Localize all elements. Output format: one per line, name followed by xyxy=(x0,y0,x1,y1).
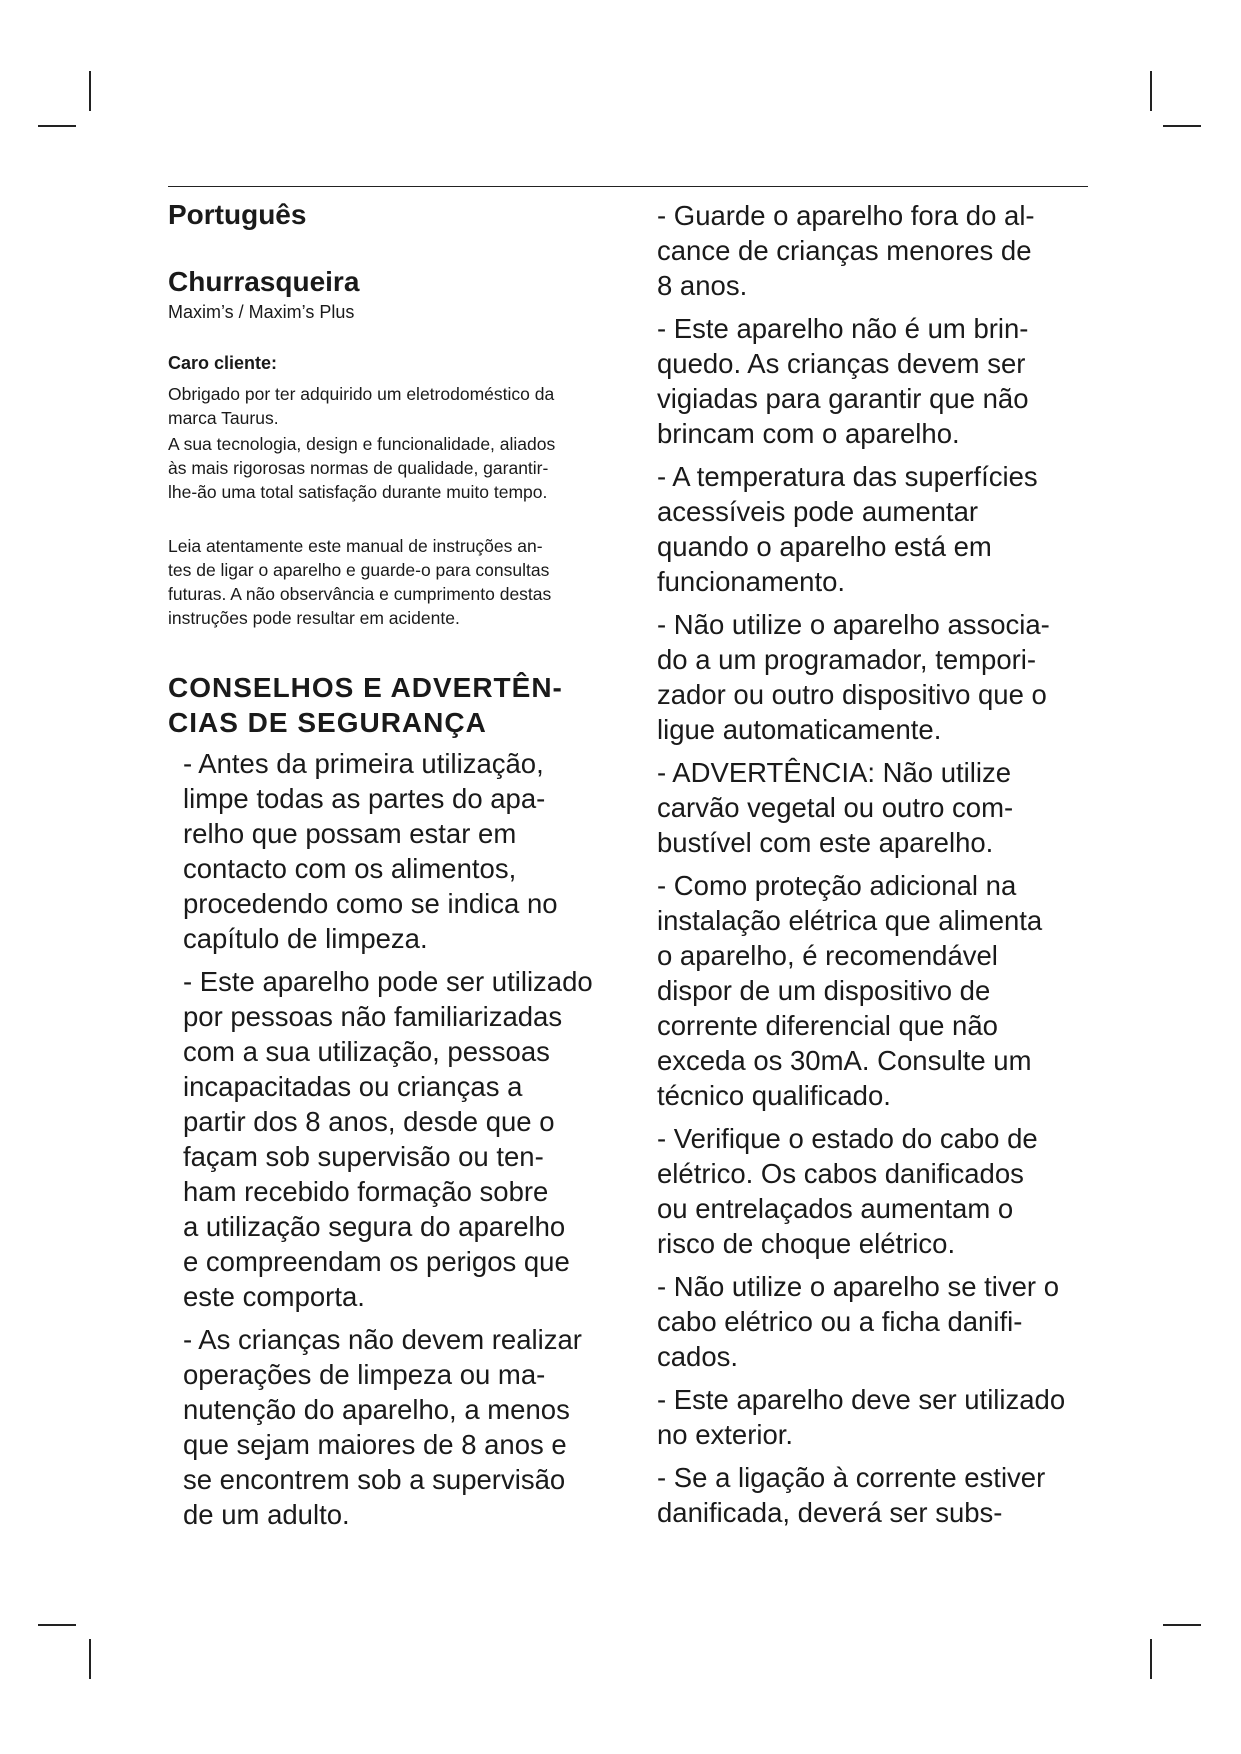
safety-item: - Não utilize o aparelho associa- do a um programador, tempori- zador ou outro dispositivo que o ligue automaticamente. xyxy=(657,609,1050,745)
left-column xyxy=(168,198,648,1540)
safety-section-heading: CONSELHOS E ADVERTÊN- CIAS DE SEGURANÇA xyxy=(168,671,563,738)
product-models: Maxim’s / Maxim’s Plus xyxy=(168,301,355,322)
safety-item: - Como proteção adicional na instalação elétrica que alimenta o aparelho, é recomendável dispor de um dispositivo de corrente diferencial que não exceda os 30mA. Consulte um técnico qualificado. xyxy=(657,870,1043,1111)
right-column xyxy=(657,198,1127,1538)
safety-item: - Antes da primeira utilização, limpe todas as partes do apa- relho que possam estar em contacto com os alimentos, procedendo como se indica no capítulo de limpeza. xyxy=(183,747,558,954)
safety-list-left xyxy=(168,746,648,1532)
crop-mark-top-right-vertical xyxy=(1150,71,1152,111)
greeting: Caro cliente: xyxy=(168,352,278,373)
intro-paragraph-read-manual: Leia atentamente este manual de instruções an- tes de ligar o aparelho e guarde-o para consultas futuras. A não observância e cumprimento destas instruções pode resultar em acidente. xyxy=(168,535,552,628)
crop-mark-bottom-left-horizontal xyxy=(38,1624,76,1626)
safety-item: - A temperatura das superfícies acessíveis pode aumentar quando o aparelho está em funcionamento. xyxy=(657,461,1038,597)
language-heading: Português xyxy=(168,199,307,230)
safety-item: - Guarde o aparelho fora do al- cance de crianças menores de 8 anos. xyxy=(657,200,1035,301)
intro-paragraph-thanks: Obrigado por ter adquirido um eletrodoméstico da marca Taurus. xyxy=(168,383,555,428)
crop-mark-top-right-horizontal xyxy=(1163,125,1201,127)
safety-item: - Não utilize o aparelho se tiver o cabo elétrico ou a ficha danifi- cados. xyxy=(657,1271,1060,1372)
crop-mark-bottom-left-vertical xyxy=(89,1639,91,1679)
product-title: Churrasqueira xyxy=(168,265,360,297)
safety-item: - Este aparelho deve ser utilizado no exterior. xyxy=(657,1384,1066,1450)
crop-mark-bottom-right-vertical xyxy=(1150,1639,1152,1679)
crop-mark-bottom-right-horizontal xyxy=(1163,1624,1201,1626)
safety-item: - Este aparelho não é um brin- quedo. As crianças devem ser vigiadas para garantir que não brincam com o aparelho. xyxy=(657,313,1029,449)
crop-mark-top-left-vertical xyxy=(89,71,91,111)
crop-mark-top-left-horizontal xyxy=(38,125,76,127)
safety-item: - Verifique o estado do cabo de elétrico. Os cabos danificados ou entrelaçados aumentam o risco de choque elétrico. xyxy=(657,1123,1038,1259)
header-rule xyxy=(168,186,1088,187)
safety-item: - ADVERTÊNCIA: Não utilize carvão vegetal ou outro com- bustível com este aparelho. xyxy=(657,757,1014,858)
intro-paragraph-quality: A sua tecnologia, design e funcionalidade, aliados às mais rigorosas normas de qualidade, garantir- lhe-ão uma total satisfação durante muito tempo. xyxy=(168,433,556,502)
safety-list-right xyxy=(657,198,1127,1530)
safety-item: - Este aparelho pode ser utilizado por pessoas não familiarizadas com a sua utilização, pessoas incapacitadas ou crianças a partir dos 8 anos, desde que o façam sob supervisão ou ten- ham recebido formação sobre a utilização segura do aparelho e compreendam os perigos que este comporta. xyxy=(183,965,593,1312)
safety-item: - As crianças não devem realizar operações de limpeza ou ma- nutenção do aparelho, a menos que sejam maiores de 8 anos e se encontrem sob a supervisão de um adulto. xyxy=(183,1323,582,1530)
safety-item: - Se a ligação à corrente estiver danificada, deverá ser subs- xyxy=(657,1462,1046,1528)
